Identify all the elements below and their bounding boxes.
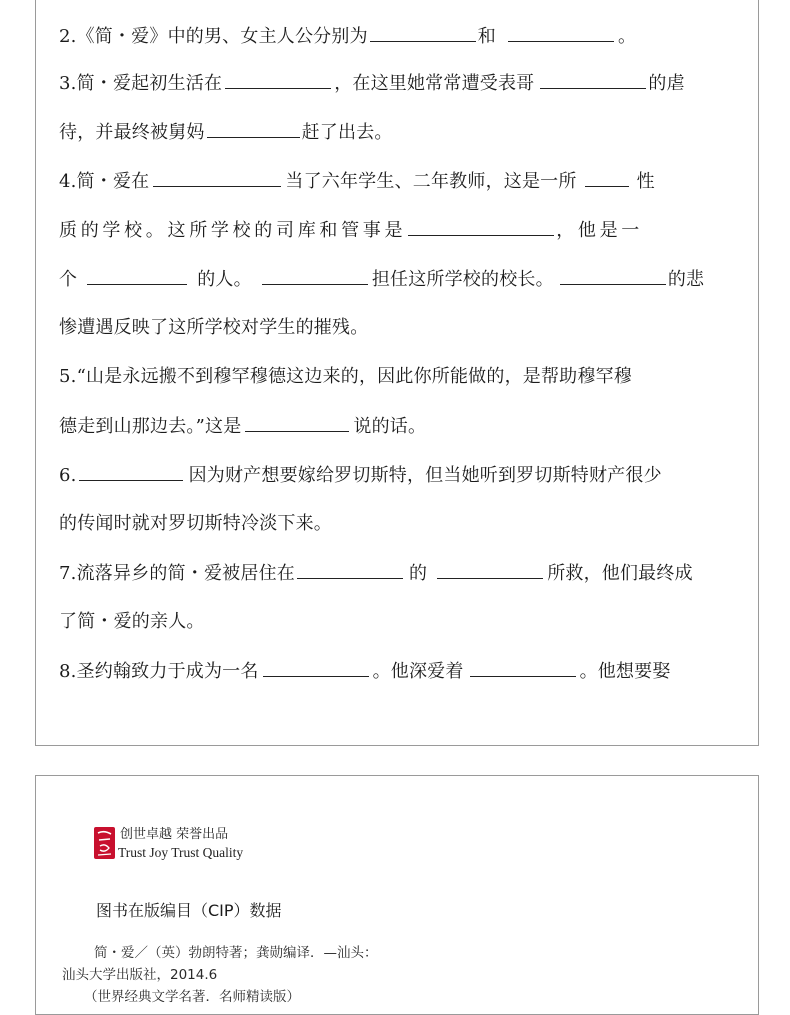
question-text: 说的话。 [353,416,427,437]
answer-blank[interactable] [262,267,368,285]
answer-blank[interactable] [560,267,666,285]
answer-blank[interactable] [87,267,187,285]
cip-line: 汕头大学出版社，2014.6 [62,967,218,983]
question-line [59,561,739,586]
question-text: 2.《简・爱》中的男、女主人公分别为 [59,26,368,47]
question-text: 4.简・爱在 [59,171,150,192]
answer-blank[interactable] [508,24,614,42]
question-line [59,71,739,96]
question-text: 和 [477,26,496,47]
question-text: 的悲 [667,269,705,290]
question-line [59,120,739,145]
question-text: 8.圣约翰致力于成为一名 [59,661,259,682]
question-text: 。 [617,26,637,47]
question-line [59,24,739,49]
question-line [59,169,739,194]
question-line [59,414,739,439]
question-text: 赶了出去。 [301,122,393,143]
question-line [59,218,739,243]
question-text: 的传闻时就对罗切斯特冷淡下来。 [59,513,332,534]
publisher-tagline: Trust Joy Trust Quality [118,845,244,860]
question-text: 6. [59,465,77,486]
question-text: 性 [636,171,655,192]
cip-title: 图书在版编目（CIP）数据 [96,901,282,920]
question-text: 7.流落异乡的简・爱被居住在 [59,563,295,584]
question-text: 质的学校。这所学校的司库和管事是 [59,220,407,241]
answer-blank[interactable] [297,561,403,579]
answer-blank[interactable] [408,218,554,236]
question-line [59,365,739,389]
question-text: 所救，他们最终成 [547,563,693,584]
publisher-logo-icon [94,827,115,859]
answer-blank[interactable] [437,561,543,579]
cip-line: 简・爱／（英）勃朗特著；龚勋编译．—汕头： [94,945,378,961]
question-text: ，在这里她常常遭受表哥 [334,73,535,94]
question-line [59,316,739,340]
question-text: 的虐 [648,73,685,94]
answer-blank[interactable] [245,414,349,432]
question-text: 担任这所学校的校长。 [371,269,554,290]
question-line [59,659,739,684]
answer-blank[interactable] [79,463,183,481]
question-line [59,512,739,536]
answer-blank[interactable] [153,169,281,187]
question-text: 德走到山那边去。”这是 [59,416,242,437]
answer-blank[interactable] [540,71,646,89]
question-line [59,610,739,634]
question-text: 因为财产想要嫁给罗切斯特，但当她听到罗切斯特财产很少 [188,465,662,486]
question-text: 当了六年学生、二年教师，这是一所 [285,171,577,192]
question-text: 待，并最终被舅妈 [59,122,205,143]
question-text: 个 [59,269,78,290]
question-text: 了简・爱的亲人。 [59,611,205,632]
question-text: ，他是一 [556,220,644,241]
answer-blank[interactable] [225,71,331,89]
question-text: 的人。 [197,269,252,290]
answer-blank[interactable] [470,659,576,677]
question-line [59,267,739,292]
question-line [59,463,739,488]
question-text: 。他想要娶 [579,661,671,682]
cip-line: （世界经典文学名著．名师精读版） [84,989,300,1005]
question-text: 。他深爱着 [372,661,464,682]
answer-blank[interactable] [207,120,300,138]
question-text: 惨遭遇反映了这所学校对学生的摧残。 [59,317,369,338]
publisher-logo-text: 创世卓越 荣誉出品 [120,827,229,842]
question-text: 3.简・爱起初生活在 [59,73,223,94]
question-text: 5.“山是永远搬不到穆罕穆德这边来的，因此你所能做的，是帮助穆罕穆 [59,366,632,387]
answer-blank[interactable] [263,659,369,677]
answer-blank[interactable] [370,24,476,42]
answer-blank[interactable] [585,169,629,187]
question-text: 的 [408,563,428,584]
